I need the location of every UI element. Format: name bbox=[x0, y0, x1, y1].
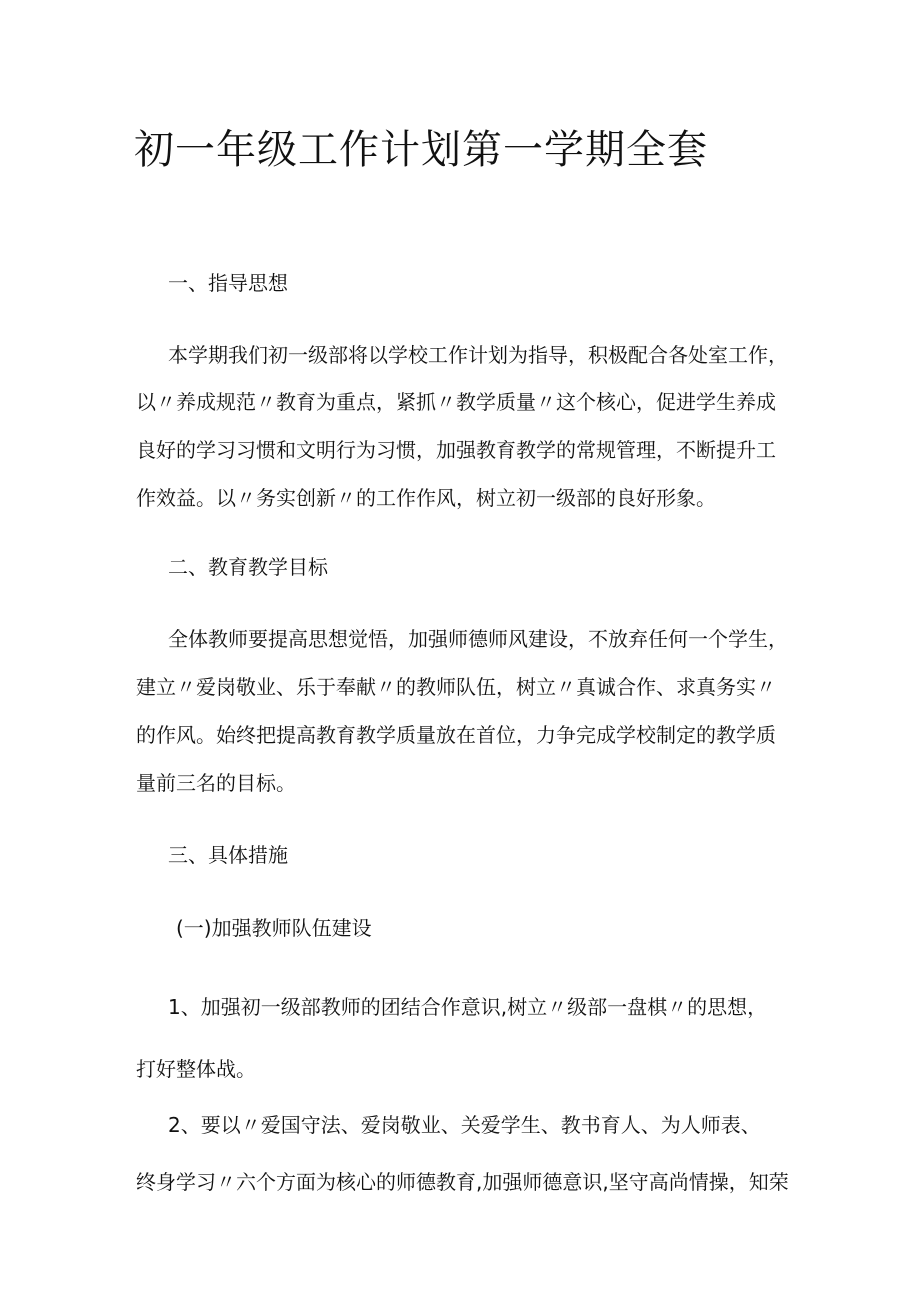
paragraph-line: 良好的学习习惯和文明行为习惯，加强教育教学的常规管理，不断提升工 bbox=[136, 438, 776, 462]
paragraph-line: 作效益。以〃务实创新〃的工作作风，树立初一级部的良好形象。 bbox=[136, 486, 716, 510]
paragraph-line: 建立〃爱岗敬业、乐于奉献〃的教师队伍，树立〃真诚合作、求真务实〃 bbox=[136, 675, 776, 699]
list-item-line: 打好整体战。 bbox=[136, 1057, 256, 1081]
section-heading-specific-measures: 三、具体措施 bbox=[168, 843, 288, 867]
paragraph-line: 全体教师要提高思想觉悟，加强师德师风建设，不放弃任何一个学生， bbox=[168, 627, 788, 651]
paragraph-line: 以〃养成规范〃教育为重点，紧抓〃教学质量〃这个核心，促进学生养成 bbox=[136, 390, 776, 414]
list-item-line: 1、加强初一级部教师的团结合作意识,树立〃级部一盘棋〃的思想， bbox=[168, 995, 768, 1019]
list-item-line: 2、要以〃爱国守法、爱岗敬业、关爱学生、教书育人、为人师表、 bbox=[168, 1113, 761, 1137]
section-heading-teaching-goals: 二、教育教学目标 bbox=[168, 555, 328, 579]
section-heading-guiding-ideology: 一、指导思想 bbox=[168, 271, 288, 295]
paragraph-line: 量前三名的目标。 bbox=[136, 771, 296, 795]
paragraph-line: 的作风。始终把提高教育教学质量放在首位，力争完成学校制定的教学质 bbox=[136, 723, 776, 747]
document-title: 初一年级工作计划第一学期全套 bbox=[134, 127, 708, 173]
subsection-heading: (一)加强教师队伍建设 bbox=[176, 916, 372, 940]
list-item-line: 终身学习〃六个方面为核心的师德教育,加强师德意识,坚守高尚情操，知荣 bbox=[136, 1170, 789, 1194]
paragraph-line: 本学期我们初一级部将以学校工作计划为指导，积极配合各处室工作， bbox=[168, 343, 788, 367]
